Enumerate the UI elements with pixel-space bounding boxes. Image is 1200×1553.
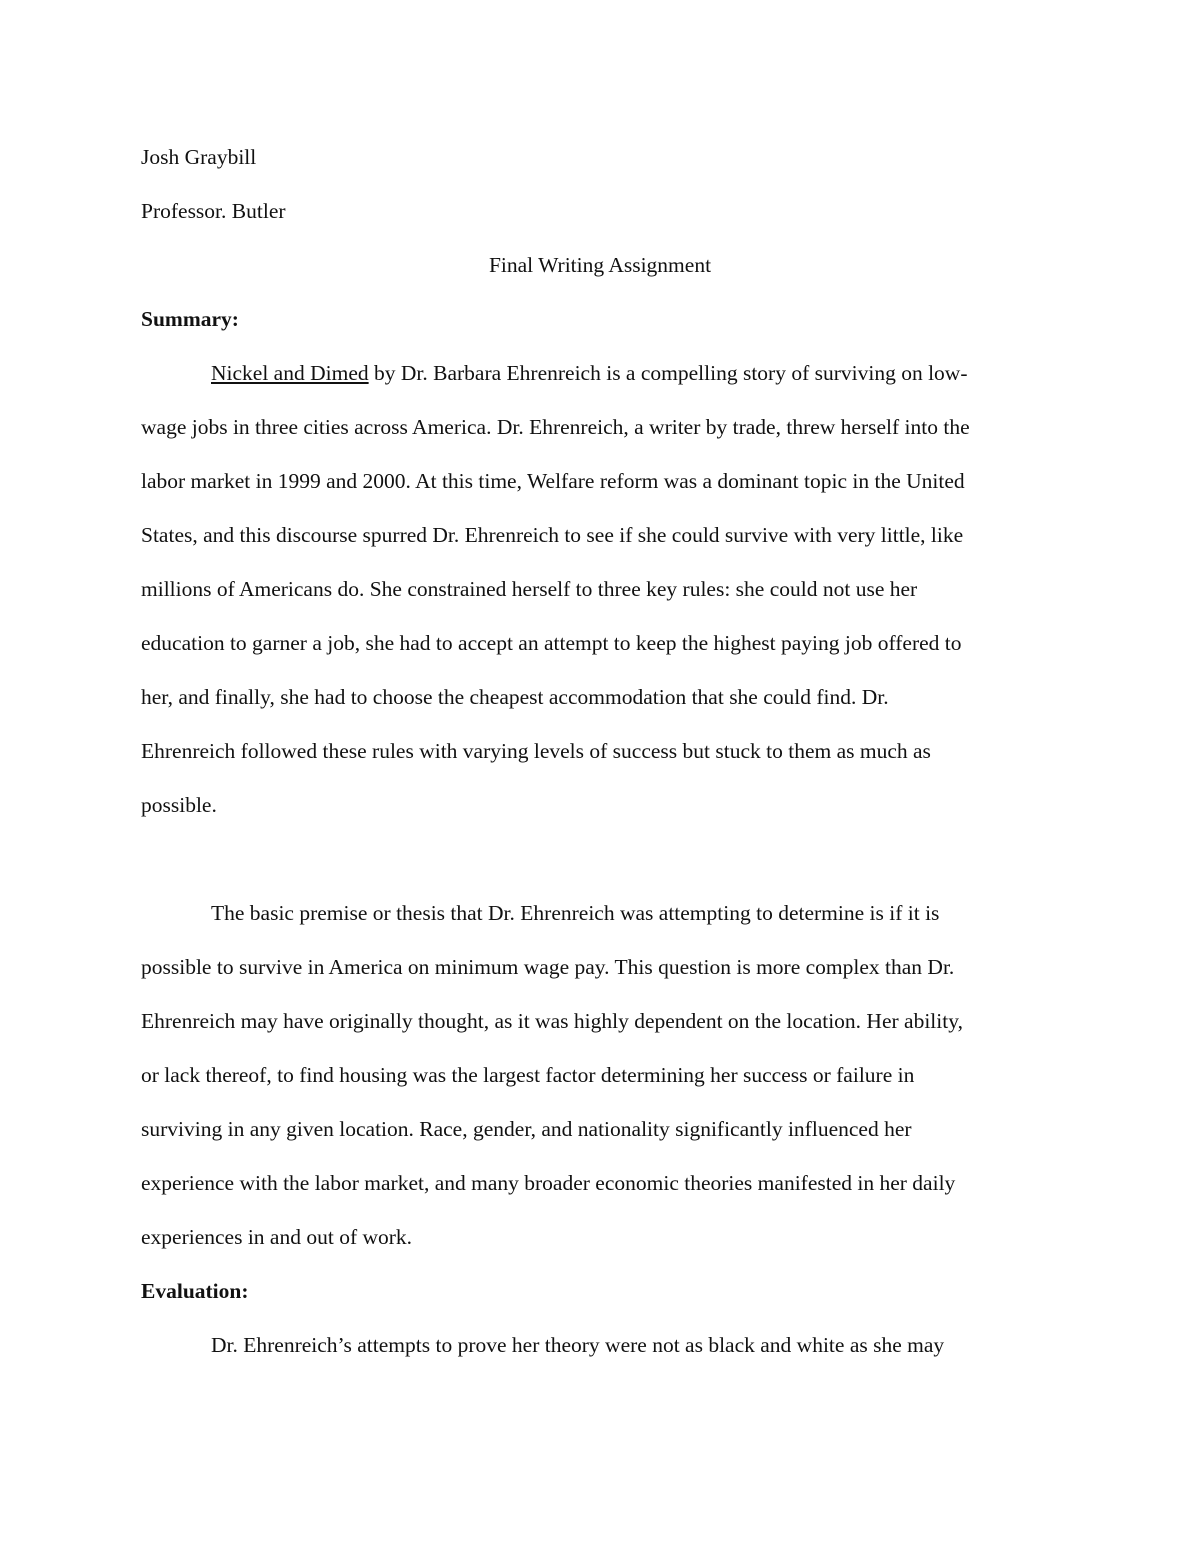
summary-paragraph-1-line-8: Ehrenreich followed these rules with varying levels of success but stuck to them as much as bbox=[141, 739, 931, 763]
evaluation-heading: Evaluation: bbox=[141, 1279, 249, 1303]
summary-paragraph-2-line-3: Ehrenreich may have originally thought, as it was highly dependent on the location. Her ability, bbox=[141, 1009, 963, 1033]
summary-paragraph-2-line-5: surviving in any given location. Race, gender, and nationality significantly influenced her bbox=[141, 1117, 912, 1141]
document-title: Final Writing Assignment bbox=[488, 253, 712, 277]
summary-paragraph-2-line-7: experiences in and out of work. bbox=[141, 1225, 413, 1249]
instructor-name: Professor. Butler bbox=[141, 199, 286, 223]
summary-paragraph-1-line-9: possible. bbox=[141, 793, 217, 817]
summary-paragraph-1-line-1 bbox=[211, 346, 968, 400]
book-title: Nickel and Dimed bbox=[211, 361, 369, 385]
summary-paragraph-1-line-2: wage jobs in three cities across America. Dr. Ehrenreich, a writer by trade, threw herself into the bbox=[141, 415, 970, 439]
summary-paragraph-2-line-4: or lack thereof, to find housing was the largest factor determining her success or failure in bbox=[141, 1063, 915, 1087]
student-name: Josh Graybill bbox=[141, 145, 257, 169]
evaluation-paragraph-1-line-1: Dr. Ehrenreich’s attempts to prove her theory were not as black and white as she may bbox=[211, 1333, 945, 1357]
summary-paragraph-2-line-1: The basic premise or thesis that Dr. Ehrenreich was attempting to determine is if it is bbox=[211, 901, 940, 925]
summary-paragraph-1-line-6: education to garner a job, she had to accept an attempt to keep the highest paying job offered to bbox=[141, 631, 962, 655]
summary-paragraph-1-line-5: millions of Americans do. She constrained herself to three key rules: she could not use her bbox=[141, 577, 918, 601]
summary-paragraph-1-line-7: her, and finally, she had to choose the cheapest accommodation that she could find. Dr. bbox=[141, 685, 889, 709]
summary-paragraph-2-line-2: possible to survive in America on minimum wage pay. This question is more complex than Dr. bbox=[141, 955, 955, 979]
summary-paragraph-2-line-6: experience with the labor market, and many broader economic theories manifested in her daily bbox=[141, 1171, 956, 1195]
summary-paragraph-1-line-4: States, and this discourse spurred Dr. Ehrenreich to see if she could survive with very little, like bbox=[141, 523, 964, 547]
summary-paragraph-1-line-3: labor market in 1999 and 2000. At this time, Welfare reform was a dominant topic in the United bbox=[141, 469, 965, 493]
summary-heading: Summary: bbox=[141, 307, 239, 331]
summary-paragraph-1-line-1-text: by Dr. Barbara Ehrenreich is a compelling story of surviving on low- bbox=[368, 361, 968, 385]
